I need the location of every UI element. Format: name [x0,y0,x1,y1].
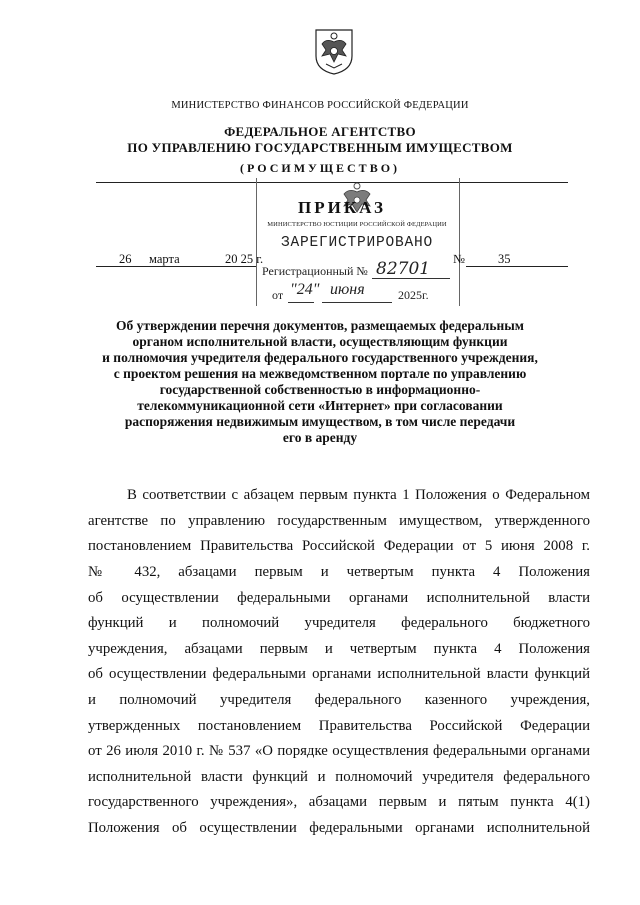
stamp-reg-number: 82701 [376,259,431,279]
stamp-date-prefix: от [272,288,284,302]
order-number-sign: № [453,252,465,266]
coat-of-arms-icon [312,26,356,76]
stamp-registered: ЗАРЕГИСТРИРОВАНО [280,235,434,251]
ministry-name: МИНИСТЕРСТВО ФИНАНСОВ РОССИЙСКОЙ ФЕДЕРАЦИИ [171,100,469,111]
body-line: об осуществлении федеральными органами исполнительной власти функций [88,666,590,682]
body-line: учреждения, абзацами первым и четвертым пункта 4 Положения [88,641,590,657]
body-line: от 26 июля 2010 г. № 537 «О порядке осуществления федеральными органами [88,743,590,759]
title-line: распоряжения недвижимым имуществом, в том числе передачи [124,414,516,429]
body-line: государственного учреждения», абзацами первым и пятым пункта 4(1) [88,794,590,810]
title-line: телекоммуникационной сети «Интернет» при согласовании [137,398,503,413]
body-line: агентстве по управлению государственным имуществом, утвержденного [88,513,590,529]
order-date-day: 26 [119,252,132,266]
title-line: органом исполнительной власти, осуществляющим функции [132,334,508,349]
order-number: 35 [498,252,511,266]
agency-name-line1: ФЕДЕРАЛЬНОЕ АГЕНТСТВО [224,124,416,139]
stamp-number-underline [372,278,450,279]
stamp-reg-label: Регистрационный № [262,264,368,278]
order-date-underline [96,266,256,267]
body-line: об осуществлении федеральными органами исполнительной власти [88,590,590,606]
body-line: утвержденных постановлением Правительства Российской Федерации [88,718,590,734]
stamp-ministry: МИНИСТЕРСТВО ЮСТИЦИИ РОССИЙСКОЙ ФЕДЕРАЦИИ [267,221,447,228]
title-line: с проектом решения на межведомственном портале по управлению [113,366,527,381]
stamp-date-month: июня [330,281,365,298]
stamp-date-year: 2025г. [398,288,429,302]
order-date-month: марта [149,252,180,266]
stamp-day-underline [288,302,314,303]
order-number-underline [466,266,568,267]
agency-name-line2: ПО УПРАВЛЕНИЮ ГОСУДАРСТВЕННЫМ ИМУЩЕСТВОМ [127,140,513,155]
body-line: Положения об осуществлении федеральными органами исполнительной [88,820,590,836]
body-line: В соответствии с абзацем первым пункта 1 Положения о Федеральном [127,487,590,503]
title-line: государственной собственностью в информационно- [159,382,481,397]
title-line: Об утверждении перечня документов, размещаемых федеральным [116,318,524,333]
stamp-month-underline [322,302,392,303]
body-line: функций и полномочий учредителя федерального бюджетного [88,615,590,631]
document-type: ПРИКАЗ [298,198,386,217]
title-line: и полномочия учредителя федерального государственного учреждения, [102,350,538,365]
body-line: исполнительной власти функций и полномочий учредителя федерального [88,769,590,785]
body-line: и полномочий учредителя федерального казенного учреждения, [88,692,590,708]
order-date-year: 20 25 г. [225,252,264,266]
agency-short-name: (РОСИМУЩЕСТВО) [239,161,401,175]
stamp-date-day: "24" [290,281,320,298]
title-line: его в аренду [282,430,358,445]
body-line: № 432, абзацами первым и четвертым пункта 4 Положения [88,564,590,580]
body-line: постановлением Правительства Российской Федерации от 5 июня 2008 г. [88,538,590,554]
